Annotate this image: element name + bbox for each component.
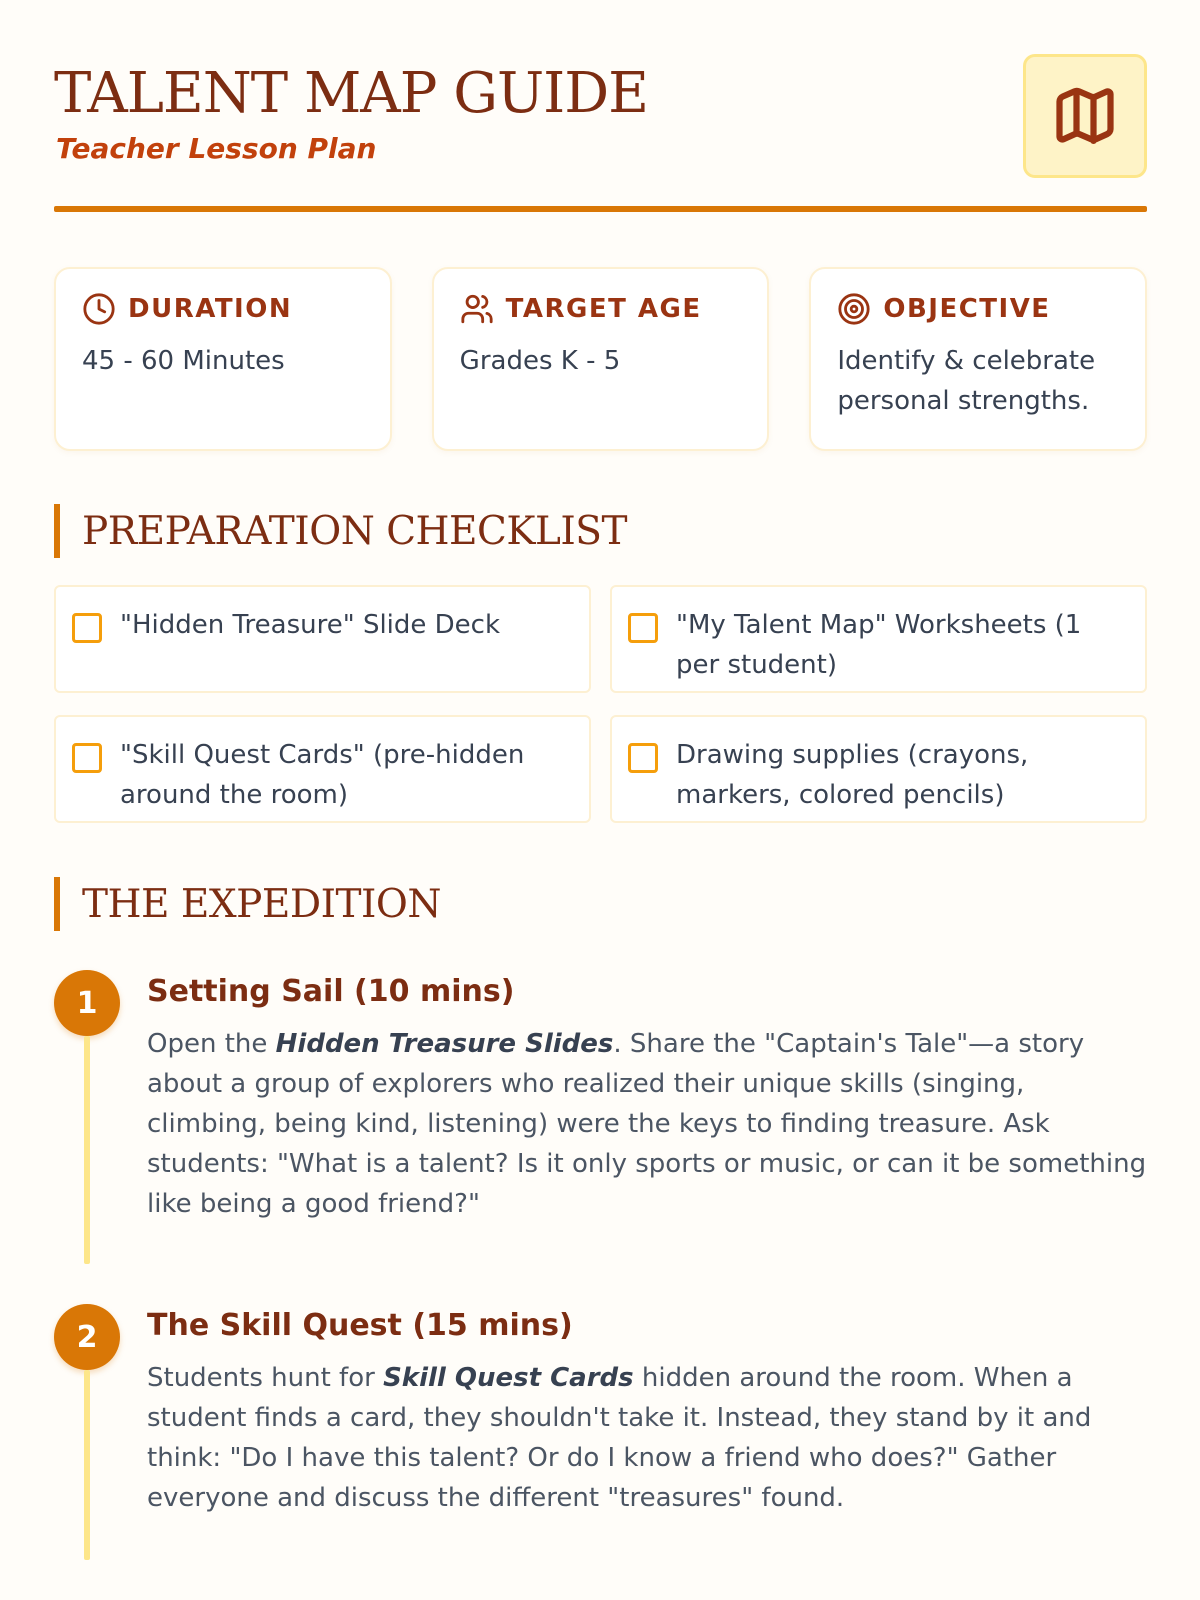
step-description: [147, 1358, 1147, 1518]
checklist-item-label: "Hidden Treasure" Slide Deck: [120, 610, 501, 640]
logo-badge: [1023, 54, 1147, 178]
preparation-checklist: [54, 585, 1147, 823]
checklist-item[interactable]: [54, 715, 591, 823]
target-age-label: TARGET AGE: [505, 294, 702, 324]
info-cards: [54, 267, 1147, 451]
duration-value: 45 - 60 Minutes: [82, 346, 285, 376]
step-description-text: hidden around the room. When a student finds a card, they shouldn't take it. Instead, they stand by it and think: "Do I have this talent? Or do I know a friend who does?" Gather everyone and discuss the different "treasures" found.: [147, 1363, 1092, 1513]
users-icon: [460, 292, 494, 326]
checklist-item[interactable]: [54, 585, 591, 693]
checklist-item-label: "My Talent Map" Worksheets (1 per student): [676, 610, 1082, 680]
step-description-text: . Share the "Captain's Tale"—a story about a group of explorers who realized their unique skills (singing, climbing, being kind, listening) were the keys to finding treasure. Ask students: "What is a talent? Is it only sports or music, or can it be something like being a good friend?": [147, 1029, 1147, 1219]
objective-value: Identify & celebrate personal strengths.: [837, 346, 1096, 416]
map-icon: [1051, 82, 1119, 150]
target-age-value: Grades K - 5: [459, 346, 621, 376]
timeline-line: [84, 1036, 90, 1264]
duration-card: [54, 267, 392, 451]
checkbox[interactable]: [72, 613, 102, 643]
target-age-card-header: [460, 291, 742, 327]
step-material-name: Skill Quest Cards: [383, 1363, 634, 1393]
step-description: [147, 1024, 1147, 1224]
checklist-item[interactable]: [610, 715, 1147, 823]
objective-card-header: [837, 291, 1119, 327]
step-description-text: Students hunt for: [147, 1363, 384, 1393]
expedition-heading: [54, 877, 441, 931]
expedition-step-2: [54, 1304, 1147, 1600]
target-age-card: [432, 267, 770, 451]
page-header: [54, 0, 1147, 212]
step-title: The Skill Quest (15 mins): [147, 1308, 573, 1343]
checklist-item-label: Drawing supplies (crayons, markers, colored pencils): [676, 740, 1029, 810]
expedition-title: THE EXPEDITION: [82, 881, 442, 927]
objective-card: [809, 267, 1147, 451]
checkbox[interactable]: [628, 743, 658, 773]
page-subtitle: Teacher Lesson Plan: [56, 132, 377, 165]
timeline-line: [84, 1370, 90, 1560]
section-accent-bar: [54, 877, 60, 931]
checkbox[interactable]: [628, 613, 658, 643]
checkbox[interactable]: [72, 743, 102, 773]
expedition-step-1: [54, 970, 1147, 1270]
step-title: Setting Sail (10 mins): [147, 974, 515, 1009]
checklist-item[interactable]: [610, 585, 1147, 693]
target-icon: [837, 292, 871, 326]
step-description-text: Open the: [147, 1029, 276, 1059]
checklist-title: PREPARATION CHECKLIST: [82, 508, 628, 554]
step-material-name: Hidden Treasure Slides: [275, 1029, 614, 1059]
checklist-item-label: "Skill Quest Cards" (pre-hidden around the room): [120, 740, 525, 810]
step-number: 1: [54, 970, 120, 1036]
header-divider: [54, 206, 1147, 212]
page-title: TALENT MAP GUIDE: [54, 61, 649, 126]
section-accent-bar: [54, 504, 60, 558]
step-number: 2: [54, 1304, 120, 1370]
clock-icon: [82, 292, 116, 326]
duration-label: DURATION: [128, 294, 293, 324]
objective-label: OBJECTIVE: [883, 294, 1051, 324]
lesson-plan-page: [54, 0, 1147, 1513]
checklist-heading: [54, 504, 627, 558]
duration-card-header: [82, 291, 364, 327]
